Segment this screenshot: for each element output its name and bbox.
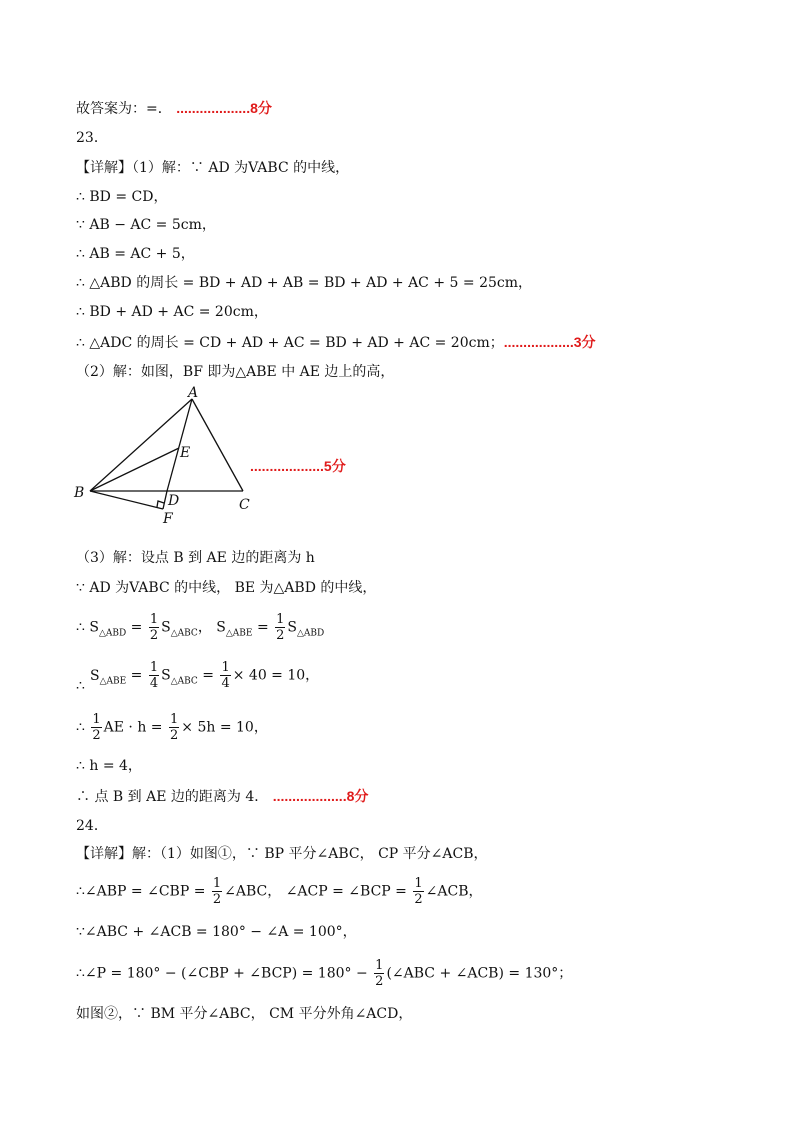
fraction-num: 1 (212, 876, 222, 891)
solution-text: ∴ 点 B 到 AE 边的距离为 4． (76, 789, 269, 805)
right-angle-mark (157, 501, 164, 507)
fraction-den: 2 (212, 892, 222, 907)
question-number-23: 23． (76, 130, 108, 146)
fraction-num: 1 (149, 660, 159, 675)
solution-line: ∵ AD 为VABC 的中线， BE 为△ABD 的中线， (76, 580, 377, 596)
math-text: S (287, 619, 297, 636)
math-text: AE · h = (103, 719, 163, 736)
math-text: S (90, 667, 100, 684)
fraction-den: 2 (276, 628, 285, 643)
answer-text: 故答案为：=． (76, 101, 172, 117)
solution-line: ∴ △ABD 的周长 = BD + AD + AB = BD + AD + AC + 5 = 25cm， (76, 275, 532, 291)
score-mark: ...................5分 (250, 458, 346, 474)
fraction (149, 660, 159, 691)
math-sub: △ABD (297, 628, 325, 639)
fraction-den: 2 (170, 728, 179, 743)
math-text: S (161, 667, 171, 684)
solution-line: 如图②，∵ BM 平分∠ABC， CM 平分外角∠ACD， (76, 1006, 413, 1022)
score-mark: ..................3分 (503, 334, 596, 350)
solution-line (76, 612, 324, 643)
solution-line: ∴ BD + AD + AC = 20cm， (76, 304, 268, 320)
solution-line (76, 786, 368, 807)
math-text: = (130, 619, 143, 636)
math-sub: △ABC (170, 628, 198, 639)
segment-ab (90, 399, 192, 491)
math-text: ∠ABC， ∠ACP = ∠BCP = (224, 883, 407, 900)
math-sub: △ABD (98, 628, 127, 639)
segment-bf (90, 491, 163, 509)
label-c: C (239, 497, 250, 513)
math-text: ∴ S (76, 619, 99, 636)
fraction (413, 876, 423, 907)
math-text: ∠ACB， (425, 883, 483, 900)
triangle-figure (70, 385, 270, 525)
solution-line (76, 958, 572, 989)
solution-line: （3）解：设点 B 到 AE 边的距离为 h (76, 550, 315, 566)
math-sub: △ABE (99, 676, 127, 687)
solution-line: ∴ BD = CD， (76, 189, 168, 205)
fraction-den: 4 (149, 676, 159, 691)
fraction-den: 2 (149, 628, 159, 643)
math-text: ∴ (76, 719, 85, 736)
fraction-den: 4 (221, 676, 230, 691)
solution-text: ∴ △ADC 的周长 = CD + AD + AC = BD + AD + AC = 20cm； (76, 335, 504, 351)
solution-line (76, 660, 319, 691)
math-text: × 5h = 10， (181, 719, 268, 736)
fraction (149, 612, 159, 643)
math-text: S (161, 619, 171, 636)
score-mark: ...................8分 (176, 100, 272, 116)
solution-line: （2）解：如图，BF 即为△ABE 中 AE 边上的高， (76, 364, 395, 380)
segment-ac (192, 399, 243, 491)
solution-line: 【详解】（1）解：∵ AD 为VABC 的中线， (76, 160, 350, 176)
solution-line: ∵ AB − AC = 5cm， (76, 217, 216, 233)
math-text: ， S (197, 619, 226, 636)
question-number-24: 24． (76, 818, 108, 834)
math-text: (∠ABC + ∠ACB) = 130°； (386, 965, 573, 982)
math-text: = (130, 667, 143, 684)
fraction-num: 1 (149, 612, 159, 627)
solution-line: ∴ AB = AC + 5， (76, 246, 195, 262)
label-e: E (180, 445, 191, 461)
fraction-den: 2 (375, 974, 384, 989)
math-text: = (202, 667, 214, 684)
score-mark: ...................8分 (272, 788, 369, 804)
math-text: ∴∠P = 180° − (∠CBP + ∠BCP) = 180° − (76, 965, 368, 982)
fraction-num: 1 (276, 612, 285, 627)
segment-be (90, 448, 179, 491)
math-sub: △ABE (225, 628, 253, 639)
therefore-symbol: ∴ (76, 678, 85, 694)
label-d: D (168, 493, 180, 509)
fraction-num: 1 (170, 712, 179, 727)
fraction-num: 1 (92, 712, 101, 727)
solution-line: 【详解】解：（1）如图①，∵ BP 平分∠ABC， CP 平分∠ACB， (76, 846, 488, 862)
fraction (212, 876, 222, 907)
fraction-num: 1 (375, 958, 384, 973)
math-sub: △ABC (170, 676, 198, 687)
fraction-den: 2 (414, 892, 423, 907)
math-text: × 40 = 10， (232, 667, 320, 684)
fraction-den: 2 (92, 728, 101, 743)
solution-line (76, 712, 268, 743)
math-text: = (256, 619, 269, 636)
fraction-num: 1 (221, 660, 230, 675)
fraction (169, 712, 179, 743)
label-f: F (163, 511, 173, 525)
solution-line (76, 332, 596, 353)
solution-line: ∵∠ABC + ∠ACB = 180° − ∠A = 100°， (76, 924, 357, 940)
solution-line: ∴ h = 4， (76, 758, 142, 774)
fraction (275, 612, 285, 643)
line-answer-23-prev (76, 98, 272, 119)
fraction (91, 712, 101, 743)
solution-line (76, 876, 482, 907)
label-a: A (188, 385, 199, 401)
fraction (374, 958, 384, 989)
segment-df-extension (163, 491, 167, 509)
label-b: B (74, 485, 85, 501)
fraction (220, 660, 230, 691)
math-text: ∴∠ABP = ∠CBP = (76, 883, 206, 900)
fraction-num: 1 (414, 876, 423, 891)
